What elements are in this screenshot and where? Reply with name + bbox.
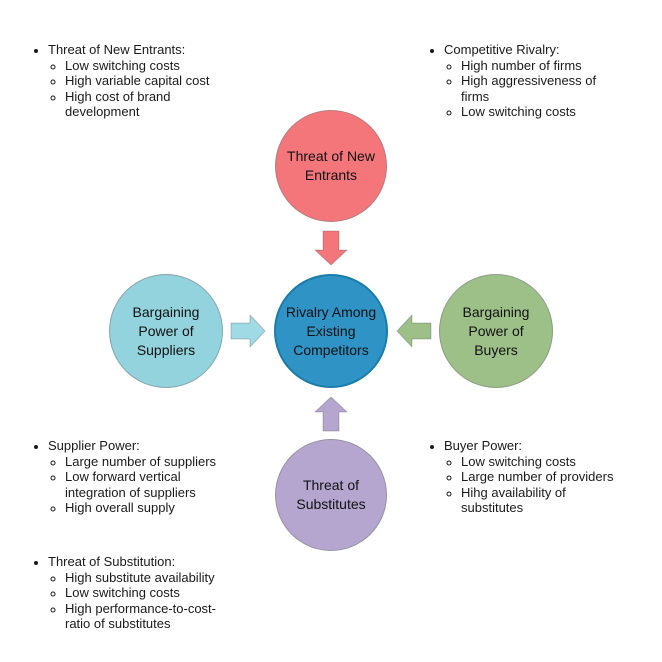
list-item-line: substitutes: [461, 500, 524, 515]
list-item-line: development: [65, 104, 140, 119]
arrow-shape: [315, 231, 347, 265]
circle-label: [296, 476, 365, 514]
list-item: [461, 469, 645, 485]
list-title: Threat of Substitution:: [48, 554, 176, 569]
list-item-line: ◦ Large number of suppliers: [65, 453, 217, 469]
circle-label: [133, 303, 200, 360]
circle-bargaining-power-of-suppliers: [109, 274, 223, 388]
list-item: [461, 485, 645, 516]
circle-rivalry-among-existing-competitors: [274, 274, 388, 388]
arrow-left-icon: [396, 313, 432, 349]
list-item: [65, 601, 259, 632]
list-title-item: [444, 42, 635, 120]
circle-label: [463, 303, 530, 360]
circle-label-line: Power of: [468, 322, 524, 339]
list-item: [65, 570, 259, 586]
list-item-line: ◦ High number of firms: [461, 57, 582, 73]
circle-label-line: Substitutes: [296, 496, 366, 512]
list-title-item: [48, 554, 259, 632]
arrow-shape: [397, 315, 431, 347]
list-item: [65, 58, 239, 74]
list-item-line: ◦ Low switching costs: [65, 57, 180, 73]
arrow-up-icon: [313, 396, 349, 432]
list-item-line: ◦ Low switching costs: [461, 104, 576, 119]
circle-label-line: Rivalry Among: [285, 303, 377, 320]
list-item-line: ratio of substitutes: [65, 616, 171, 631]
circle-label-line: Entrants: [304, 167, 358, 183]
circle-label-line: Threat of New: [287, 148, 375, 164]
list-item-line: ◦ Low switching costs: [65, 585, 180, 600]
list-title-item: [48, 438, 249, 516]
circle-label-line: Suppliers: [136, 341, 196, 358]
list-title-item: [444, 438, 645, 516]
arrow-right-icon: [230, 313, 266, 349]
list-item-line: ◦ Low switching costs: [461, 453, 576, 469]
list-item-line: ◦ High substitute availability: [65, 569, 215, 585]
list-item: [65, 585, 259, 601]
circle-bargaining-power-of-buyers: [439, 274, 553, 388]
list-title: Buyer Power:: [444, 438, 523, 453]
list-item-line: ◦ High aggressiveness of: [461, 73, 597, 88]
list-buyer-power: [420, 438, 645, 516]
circle-label-line: Buyers: [474, 341, 518, 358]
list-item-line: ◦ High performance-to-cost-: [65, 600, 216, 616]
list-item: [461, 454, 645, 470]
arrow-shape: [231, 315, 265, 347]
list-title: Supplier Power:: [48, 438, 140, 453]
circle-label-line: Existing: [306, 322, 356, 339]
circle-label-line: Competitors: [293, 341, 369, 358]
list-item-line: ◦ High overall supply: [65, 500, 175, 515]
arrow-down-icon: [313, 230, 349, 266]
circle-threat-of-new-entrants: [275, 110, 387, 222]
list-item: [65, 89, 239, 120]
list-item-line: firms: [461, 88, 490, 104]
list-item: [65, 500, 249, 516]
list-supplier-power: [24, 438, 249, 516]
circle-label-line: Power of: [138, 322, 194, 339]
list-item-line: ◦ Hihg availability of: [461, 484, 566, 500]
circle-threat-of-substitutes: [275, 439, 387, 551]
circle-label: [286, 303, 376, 360]
list-title-item: [48, 42, 239, 120]
circle-label-line: Bargaining: [462, 303, 530, 320]
list-item: [65, 469, 249, 500]
list-item-line: ◦ Low forward vertical: [65, 469, 181, 484]
list-item-line: ◦ Large number of providers: [461, 469, 614, 484]
list-item-line: ◦ High variable capital cost: [65, 73, 210, 88]
list-competitive-rivalry: [420, 42, 635, 120]
circle-label-line: Threat of: [302, 477, 359, 493]
list-title: Competitive Rivalry:: [444, 42, 560, 57]
list-item: [65, 73, 239, 89]
list-item: [461, 73, 635, 104]
circle-label-line: Bargaining: [132, 303, 200, 320]
arrow-shape: [315, 397, 347, 431]
list-item: [65, 454, 249, 470]
list-threat-of-new-entrants: [24, 42, 239, 120]
list-item-line: integration of suppliers: [65, 484, 196, 500]
list-title: Threat of New Entrants:: [48, 42, 186, 57]
list-item-line: ◦ High cost of brand: [65, 88, 171, 104]
list-threat-of-substitution: [24, 554, 259, 632]
list-item: [461, 104, 635, 120]
list-item: [461, 58, 635, 74]
circle-label: [287, 147, 375, 185]
